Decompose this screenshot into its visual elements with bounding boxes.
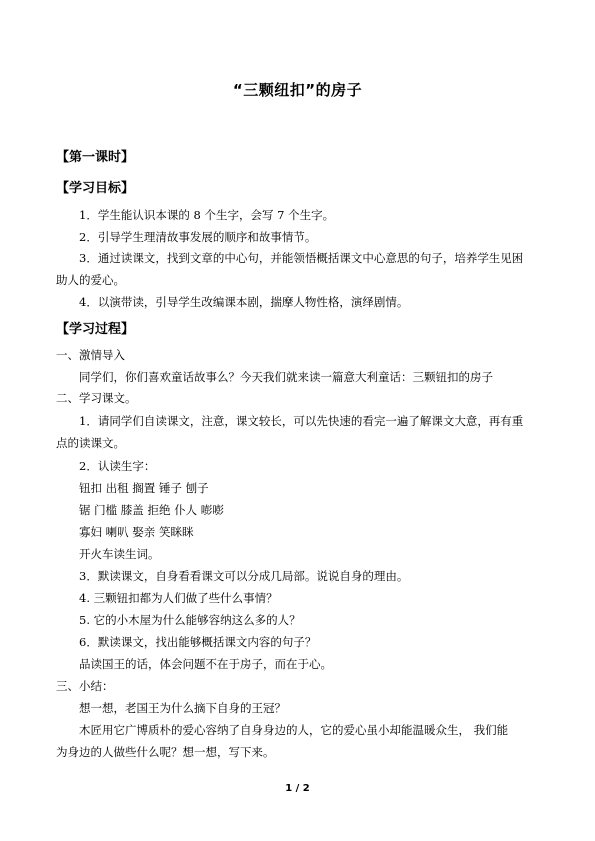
goal-line: 4．以演带读，引导学生改编课本剧，揣摩人物性格，演绎剧情。 (79, 295, 409, 309)
page-title: “三颗纽扣”的房子 (232, 81, 363, 99)
process-line: 1．请同学们自读课文，注意，课文较长，可以先快速的看完一遍了解课文大意，再有重 (79, 414, 524, 428)
vocab-line: 寡妇 喇叭 娶亲 笑眯眯 (79, 525, 194, 539)
goal-line: 2．引导学生理清故事发展的顺序和故事情节。 (79, 230, 317, 244)
vocab-line: 锯 门槛 膝盖 拒绝 仆人 嘭嘭 (79, 503, 224, 517)
section-heading: 三、小结： (56, 679, 114, 693)
heading-process: 【学习过程】 (56, 322, 135, 337)
process-line: 5. 它的小木屋为什么能够容纳这么多的人？ (79, 613, 301, 627)
process-line: 6．默读课文，找出能够概括课文内容的句子？ (79, 635, 317, 649)
process-line: 想一想，老国王为什么摘下自身的王冠？ (79, 701, 286, 715)
process-line: 3．默读课文，自身看看课文可以分成几局部。说说自身的理由。 (79, 569, 409, 583)
goal-line: 3．通过读课文，找到文章的中心句，并能领悟概括课文中心意思的句子，培养学生见困 (79, 251, 524, 265)
process-line: 开火车读生词。 (79, 547, 160, 561)
goal-line: 助人的爱心。 (56, 273, 125, 287)
heading-goals: 【学习目标】 (56, 181, 135, 196)
page-number: 1 / 2 (285, 783, 310, 794)
process-line: 为身边的人做些什么呢？想一想，写下来。 (56, 745, 275, 759)
process-line: 4. 三颗钮扣都为人们做了些什么事情？ (79, 591, 278, 605)
section-heading: 二、学习课文。 (56, 391, 137, 405)
section-heading: 一、激情导入 (56, 348, 125, 362)
process-line: 木匠用它广博质朴的爱心容纳了自身身边的人，它的爱心虽小却能温暖众生， 我们能 (79, 723, 509, 737)
goal-line: 1．学生能认识本课的 8 个生字，会写 7 个生字。 (79, 208, 335, 222)
vocab-line: 钮扣 出租 搁置 锤子 刨子 (79, 481, 209, 495)
heading-first-lesson: 【第一课时】 (56, 150, 135, 165)
process-line: 同学们，你们喜欢童话故事么？今天我们就来读一篇意大利童话：三颗钮扣的房子 (79, 370, 493, 384)
process-line: 品读国王的话，体会问题不在于房子，而在于心。 (79, 657, 332, 671)
process-line: 点的读课文。 (56, 436, 125, 450)
process-line: 2．认读生字： (79, 459, 156, 473)
